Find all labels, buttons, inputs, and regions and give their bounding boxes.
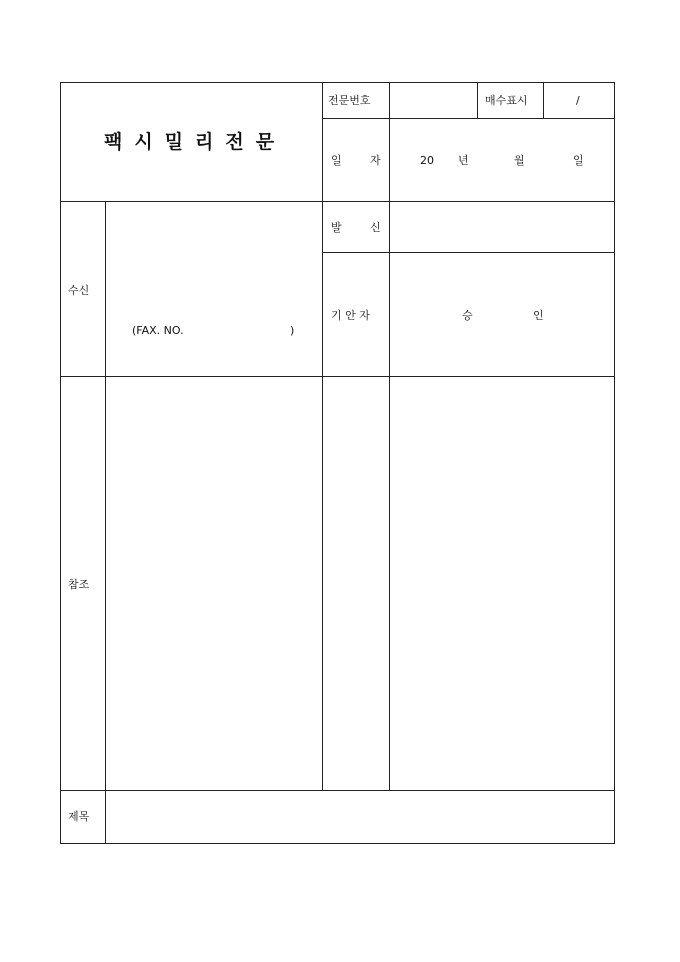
date-year-prefix: 20 <box>420 154 434 167</box>
subject-label: 제목 <box>68 810 90 823</box>
date-field[interactable] <box>390 119 614 201</box>
date-month-label: 월 <box>514 154 525 167</box>
fax-no-label: (FAX. NO. <box>132 324 184 337</box>
divider-page-count-left <box>477 82 478 119</box>
sender-label-1: 발 <box>331 221 342 234</box>
page-count-label: 매수표시 <box>485 94 528 107</box>
border-top <box>60 82 615 83</box>
border-left <box>60 82 61 844</box>
approval-label-1: 승 <box>462 309 473 322</box>
subject-field[interactable] <box>106 791 614 843</box>
reference-middle-field[interactable] <box>323 377 389 790</box>
date-year-label: 년 <box>458 154 469 167</box>
date-day-label: 일 <box>573 154 584 167</box>
drafter-label: 기 안 자 <box>331 309 370 322</box>
recipient-field[interactable] <box>106 202 322 376</box>
message-no-field[interactable] <box>390 83 477 118</box>
message-no-label: 전문번호 <box>328 94 371 107</box>
page-count-separator: / <box>576 94 580 107</box>
reference-field[interactable] <box>106 377 322 790</box>
recipient-label: 수신 <box>68 284 90 297</box>
date-label-1: 일 <box>331 154 342 167</box>
border-bottom <box>60 843 615 844</box>
reference-right-field[interactable] <box>390 377 614 790</box>
form-title: 팩시밀리전문 <box>104 131 287 153</box>
facsimile-form <box>60 82 615 844</box>
border-right <box>614 82 615 844</box>
fax-no-close: ) <box>290 324 295 337</box>
date-label-2: 자 <box>370 154 381 167</box>
divider-page-count-right <box>543 82 544 119</box>
reference-label: 참조 <box>68 578 90 591</box>
approval-field[interactable] <box>390 253 614 376</box>
sender-label-2: 신 <box>370 221 381 234</box>
approval-label-2: 인 <box>533 309 544 322</box>
sender-field[interactable] <box>390 202 614 252</box>
